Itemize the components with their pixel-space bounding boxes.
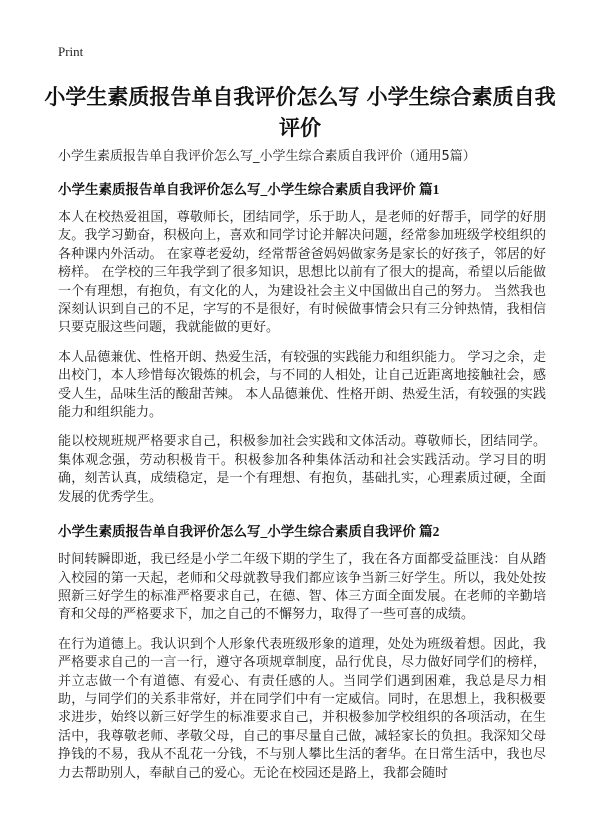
page-title: 小学生素质报告单自我评价怎么写 小学生综合素质自我评价 [44,85,556,140]
paragraph: 本人在校热爱祖国，尊敬师长，团结同学，乐于助人，是老师的好帮手，同学的好朋友。我学习勤奋，积极向上，喜欢和同学讨论并解决问题，经常参加班级学校组织的各种课内外活动。 在家尊老爱幼，经常帮爸爸妈妈做家务是家长的好孩子，邻居的好榜样。 在学校的三年我学到了很多知识，思想比以前有了很大的提高，希望以后能做一个有理想，有抱负，有文化的人，为建设社会主义中国做出自己的努力。 当然我也深刻认识到自己的不足，字写的不是很好，有时候做事情会只有三分钟热情，我相信只要克服这些问题，我就能做的更好。 [58,210,546,336]
section-heading-2: 小学生素质报告单自我评价怎么写_小学生综合素质自我评价 篇2 [58,524,440,540]
document-subtitle: 小学生素质报告单自我评价怎么写_小学生综合素质自我评价（通用5篇） [58,149,476,164]
paragraph: 能以校规班规严格要求自己，积极参加社会实践和文体活动。尊敬师长，团结同学。集体观念强，劳动积极肯干。积极参加各种集体活动和社会实践活动。学习目的明确，刻苦认真，成绩稳定，是一个有理想、有抱负，基础扎实，心理素质过硬，全面发展的优秀学生。 [58,434,546,505]
print-link[interactable]: Print [58,44,84,59]
section-heading-1: 小学生素质报告单自我评价怎么写_小学生综合素质自我评价 篇1 [58,182,440,197]
paragraph: 本人品德兼优、性格开朗、热爱生活，有较强的实践能力和组织能力。 学习之余，走出校门，本人珍惜每次锻炼的机会，与不同的人相处，让自己近距离地接触社会，感受人生，品味生活的酸甜苦辣。 本人品德兼优、性格开朗、热爱生活，有较强的实践能力和组织能力。 [58,349,546,421]
paragraph: 在行为道德上。我认识到个人形象代表班级形象的道理，处处为班级着想。因此，我严格要求自己的一言一行，遵守各项规章制度，品行优良，尽力做好同学们的榜样，并立志做一个有道德、有爱心、有责任感的人。当同学们遇到困难，我总是尽力相助，与同学们的关系非常好，并在同学们中有一定威信。同时，在思想上，我积极要求进步，始终以新三好学生的标准要求自己，并积极参加学校组织的各项活动，在生活中，我尊敬老师、孝敬父母，自己的事尽量自己做，减轻家长的负担。我深知父母挣钱的不易，我从不乱花一分钱，不与别人攀比生活的奢华。在日常生活中，我也尽力去帮助别人，奉献自己的爱心。无论在校园还是路上，我都会随时 [58,636,546,781]
paragraph: 时间转瞬即逝，我已经是小学二年级下期的学生了，我在各方面都受益匪浅：自从踏入校园的第一天起，老师和父母就教导我们都应该争当新三好学生。所以，我处处按照新三好学生的标准严格要求自己，在德、智、体三方面全面发展。在老师的辛勤培育和父母的严格要求下，加之自己的不懈努力，取得了一些可喜的成绩。 [58,552,546,623]
document-body [58,180,546,794]
